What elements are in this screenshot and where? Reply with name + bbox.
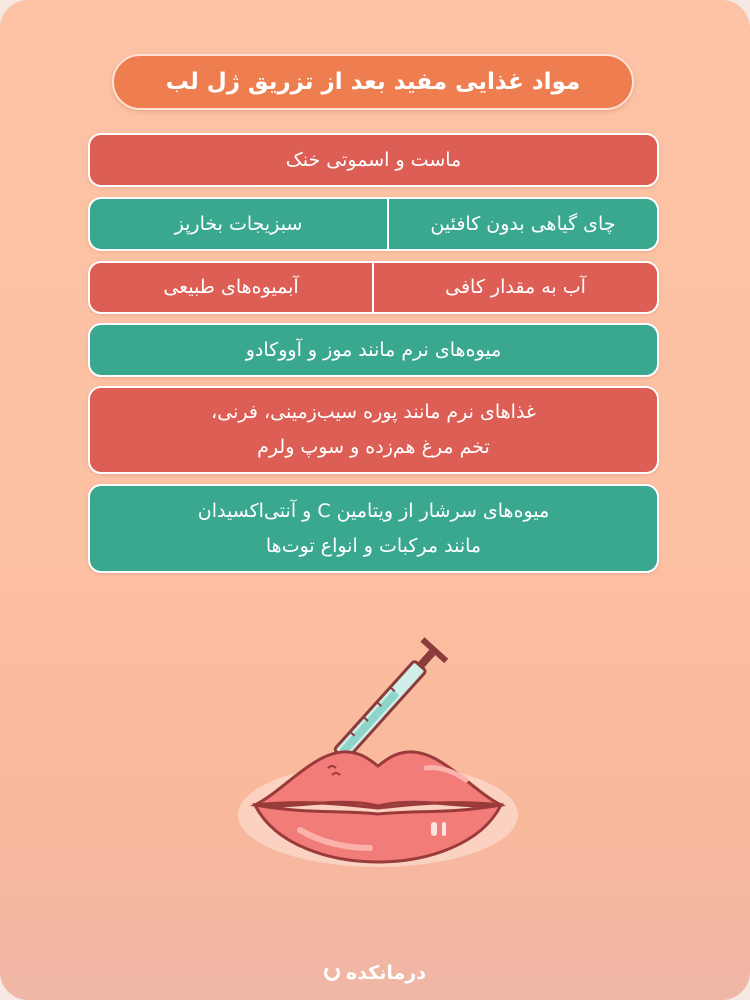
list-item-vitamin-c <box>88 484 659 573</box>
list-item-soft-fruits <box>88 323 659 377</box>
page-title: مواد غذایی مفید بعد از تزریق ژل لب <box>112 54 634 110</box>
item-label: میوه‌های نرم مانند موز و آووکادو <box>245 338 502 361</box>
logo-text: درمانکده <box>346 961 426 984</box>
item-label-line-1: میوه‌های سرشار از ویتامین C و آنتی‌اکسیدان <box>197 499 550 522</box>
item-label: ماست و اسموتی خنک <box>285 148 462 171</box>
item-herbal-tea: چای گیاهی بدون کافئین <box>430 212 616 235</box>
list-item-smoothie <box>88 133 659 187</box>
item-steamed-vegetables: سبزیجات بخارپز <box>174 212 303 235</box>
footer <box>0 945 750 1000</box>
darmankade-logo[interactable] <box>324 962 426 984</box>
cell-divider <box>372 263 374 312</box>
list-item-pair-tea-vegetables <box>88 197 659 251</box>
item-juice: آبمیوه‌های طبیعی <box>163 276 299 298</box>
item-label-line-2: تخم مرغ هم‌زده و سوپ ولرم <box>257 436 490 458</box>
item-label-line-1: غذاهای نرم مانند پوره سیب‌زمینی، فرنی، <box>211 401 536 423</box>
lips-syringe-icon <box>230 600 520 870</box>
item-water: آب به مقدار کافی <box>445 276 586 298</box>
cell-divider <box>387 199 389 249</box>
darmankade-logo-icon <box>324 965 340 981</box>
list-item-soft-foods <box>88 386 659 474</box>
item-label-line-2: مانند مرکبات و انواع توت‌ها <box>265 534 482 557</box>
list-item-pair-water-juice <box>88 261 659 314</box>
